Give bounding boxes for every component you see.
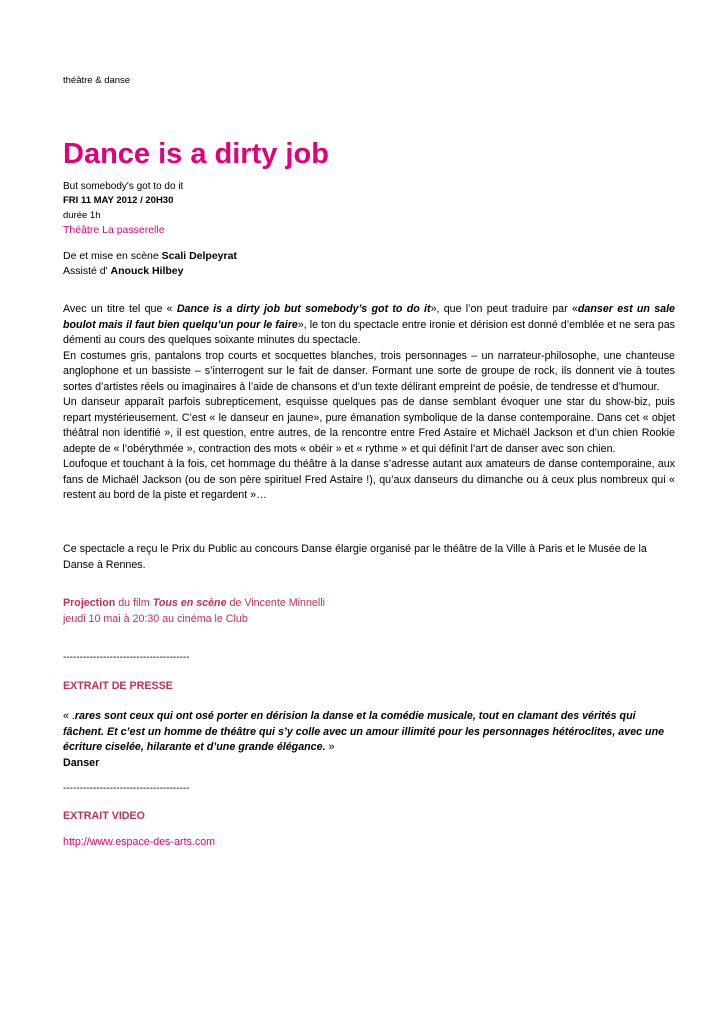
paragraph-prix: Ce spectacle a reçu le Prix du Public au concours Danse élargie organisé par le théâtre de la Ville à Paris et le Musée de la Danse à Rennes. bbox=[63, 543, 647, 571]
press-quote bbox=[63, 709, 675, 771]
event-venue: Théâtre La passerelle bbox=[63, 224, 165, 236]
paragraph-dancer: Un danseur apparaît parfois subrepticement, esquisse quelques pas de danse semblant évoquer une star du show-biz, puis repart mystérieusement. C’est « le danseur en jaune», pure émanation symbolique de la danse contemporaine. Dans cet « objet théâtral non identifié », il est question, entre autres, de la rencontre entre Fred Astaire et Michaël Jackson et d’un chien Rookie adepte de « l’obérythmée », contraction des mots « obéir » et « rythme » et qui définit l’art de danser avec son chien. bbox=[63, 396, 675, 455]
intro-text-e: », le ton du spectacle entre ironie et dérision est donné d’emblée et ne sera pas démenti au cours des quelques soixante minutes du spectacle. bbox=[63, 318, 675, 346]
quote-text: rares sont ceux qui ont osé porter en dérision la danse et la comédie musicale, tout en clamant des vérités qui fâchent. Et c’est un homme de théâtre qui s’y colle avec un amour illimité pour les personnages hétéroclites, avec une écriture ciselée, hilarante et d’une grande élégance. bbox=[63, 710, 665, 753]
description-body bbox=[63, 302, 675, 504]
projection-text-2: de Vincente Minnelli bbox=[226, 597, 325, 609]
event-duration: durée 1h bbox=[63, 210, 101, 221]
event-date: FRI 11 MAY 2012 / 20H30 bbox=[63, 195, 174, 206]
quote-source: Danser bbox=[63, 756, 100, 769]
intro-text-c: », que l’on peut traduire par « bbox=[430, 303, 578, 315]
director-name: Scali Delpeyrat bbox=[161, 250, 237, 262]
director-prefix: De et mise en scène bbox=[63, 250, 162, 262]
press-heading: EXTRAIT DE PRESSE bbox=[63, 680, 173, 692]
paragraph-costumes: En costumes gris, pantalons trop courts et socquettes blanches, trois personnages – un narrateur-philosophe, une chanteuse anglophone et un bassiste – s’interrogent sur le fait de danser. Formant une sorte de groupe de rock, ils donnent vie à toutes sortes d’artistes réels ou imaginaires à l’aide de chansons et d’un texte délirant empreint de poésie, de tendresse et d’humour. bbox=[63, 349, 675, 393]
event-subtitle: But somebody's got to do it bbox=[63, 181, 184, 192]
projection-date: jeudi 10 mai à 20:30 au cinéma le Club bbox=[63, 612, 248, 625]
paragraph-intro bbox=[63, 302, 675, 349]
assistant-name: Anouck Hilbey bbox=[110, 265, 184, 277]
separator-2: -------------------------------------- bbox=[63, 783, 190, 794]
intro-title-quote: Dance is a dirty job but somebody’s got to do it bbox=[176, 303, 431, 315]
paragraph-hommage: Loufoque et touchant à la fois, cet hommage du théâtre à la danse s’adresse autant aux amateurs de danse contemporaine, aux fans de Michaël Jackson (ou de son père spirituel Fred Astaire !), qu’aux danseurs du dimanche ou à ceux plus nombreux qui « restent au bord de la piste et regardent »… bbox=[63, 458, 675, 501]
website-link[interactable]: http://www.espace-des-arts.com bbox=[63, 836, 216, 848]
film-title: Tous en scène bbox=[152, 597, 227, 609]
projection-text-1: du film bbox=[115, 597, 153, 609]
projection-label: Projection bbox=[63, 597, 116, 609]
director-credit bbox=[63, 249, 237, 264]
quote-close: » bbox=[325, 741, 335, 753]
assistant-credit bbox=[63, 264, 183, 279]
separator-1: -------------------------------------- bbox=[63, 652, 190, 663]
intro-translation-quote: danser est un sale boulot mais il faut bien quelqu’un pour le faire bbox=[63, 303, 675, 331]
intro-text-a: Avec un titre tel que « bbox=[63, 303, 177, 315]
projection-block bbox=[63, 596, 325, 627]
video-heading: EXTRAIT VIDEO bbox=[63, 810, 145, 822]
category-label: théâtre & danse bbox=[63, 75, 131, 86]
assistant-prefix: Assisté d' bbox=[63, 265, 111, 277]
page-title: Dance is a dirty job bbox=[63, 138, 329, 170]
quote-open: « . bbox=[63, 710, 75, 722]
